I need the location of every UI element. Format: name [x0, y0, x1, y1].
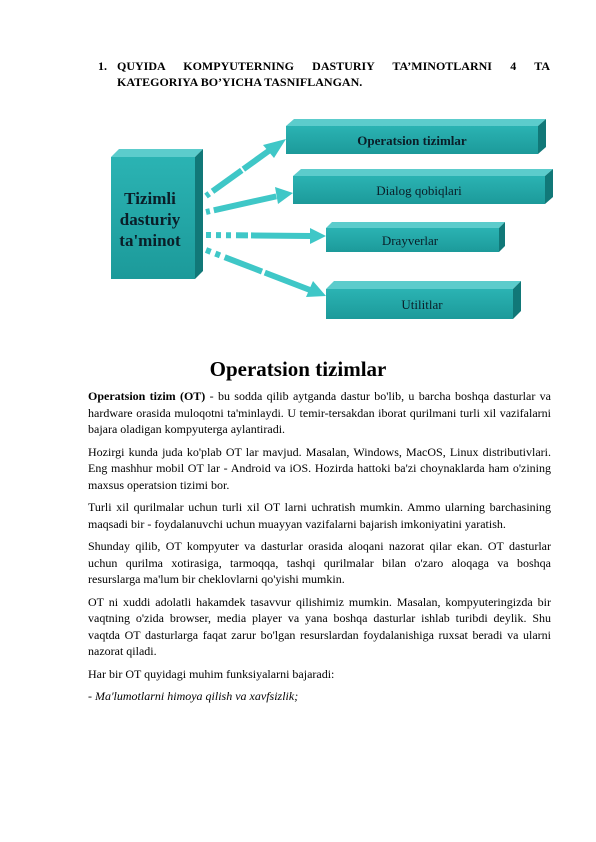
paragraph-5: OT ni xuddi adolatli hakamdek tasavvur qilishimiz mumkin. Masalan, kompyuteringizda bir vaqtning o'zida browser, media player va yana boshqa dasturlar ishlab turibdi deylik. Shu vaqtda OT dasturlarga faqat zarur bo'lgan resurslardan foydalanishiga ruxsat beradi va ularni nazorat qiladi. — [88, 594, 551, 658]
paragraph-3: Turli xil qurilmalar uchun turli xil OT larni uchratish mumkin. Ammo ularning barchasining maqsadi bir - foydalanuvchi uchun muayyan vazifalarni bajarish imkoniyatini yaratish. — [88, 500, 551, 531]
box-label-operating-systems: Operatsion tizimlar — [357, 133, 467, 148]
section-title: Operatsion tizimlar — [209, 357, 387, 381]
main-box-line-3: ta'minot — [119, 231, 181, 250]
heading-number: 1. — [98, 59, 107, 73]
category-box-operating-systems — [286, 119, 546, 154]
body-text — [88, 388, 551, 711]
box-label-dialog-shells: Dialog qobiqlari — [376, 183, 462, 198]
arrow-to-drivers — [206, 228, 326, 244]
main-category-box — [111, 149, 203, 279]
paragraph-6: Har bir OT quyidagi muhim funksiyalarni bajaradi: — [88, 666, 335, 681]
box-label-drivers: Drayverlar — [381, 233, 439, 248]
section-heading — [98, 58, 550, 90]
main-box-line-2: dasturiy — [119, 210, 181, 229]
main-box-line-1: Tizimli — [124, 189, 176, 208]
classification-diagram — [100, 112, 560, 328]
arrow-to-operating-systems — [206, 139, 286, 196]
category-box-utilities — [326, 281, 521, 319]
category-box-dialog-shells — [293, 169, 553, 204]
box-label-utilities: Utilitlar — [401, 297, 443, 312]
paragraph-1 — [88, 388, 551, 438]
list-item: - Ma'lumotlarni himoya qilish va xavfsizlik; — [88, 689, 299, 703]
paragraph-1-text: - bu sodda qilib aytganda dastur bo'lib, u barcha boshqa dasturlar va hardware orasida muloqotni ta'minlaydi. U temir-tersakdan iborat qurilmani turli xil vazifalarni bajara oladigan kompyuterga aylantiradi. — [88, 389, 551, 436]
paragraph-2: Hozirgi kunda juda ko'plab OT lar mavjud. Masalan, Windows, MacOS, Linux distributivlari. Eng mashhur mobil OT lar - Android va iOS. Hozirda hattoki ba'zi choynaklarda ham o'zining maxsus operatsion tizimi bor. — [88, 444, 551, 492]
arrow-to-dialog-shells — [206, 187, 293, 212]
arrow-to-utilities — [206, 250, 326, 297]
heading-text: QUYIDA KOMPYUTERNING DASTURIY TA’MINOTLARNI 4 TA KATEGORIYA BO’YICHA TASNIFLANGAN. — [117, 59, 550, 89]
category-box-drivers — [326, 222, 505, 252]
paragraph-1-lead: Operatsion tizim (OT) — [88, 389, 206, 403]
paragraph-4: Shunday qilib, OT kompyuter va dasturlar orasida aloqani nazorat qilar ekan. OT dasturlar uchun qurilma xotirasiga, tarmoqqa, tashqi qurilmalar bilan o'zaro aloqaga va boshqa resurslarga ma'lum bir cheklovlarni qo'yishi mumkin. — [88, 539, 551, 586]
